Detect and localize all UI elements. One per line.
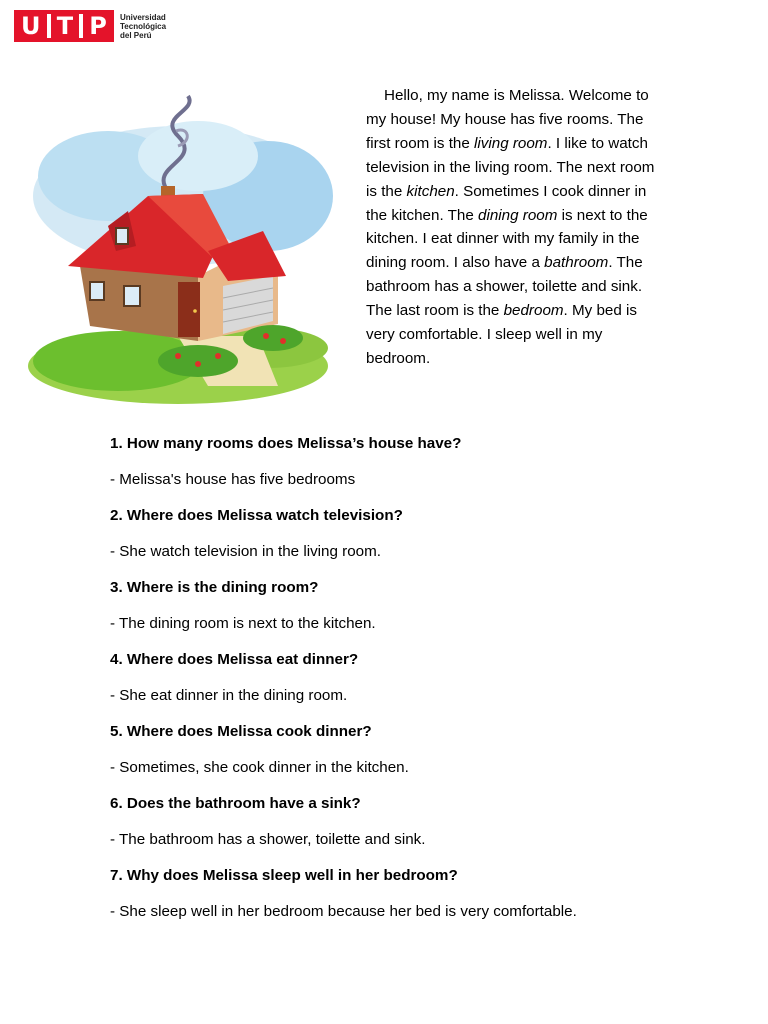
room-name: living room	[474, 134, 548, 152]
answer: - Sometimes, she cook dinner in the kitchen.	[110, 759, 409, 776]
logo-separator	[47, 14, 51, 38]
logo-line: Universidad	[120, 12, 166, 22]
answer: - She sleep well in her bedroom because her bed is very comfortable.	[110, 903, 577, 920]
question: 6. Does the bathroom have a sink?	[110, 795, 361, 812]
room-name: bathroom	[544, 254, 609, 272]
room-name: dining room	[478, 206, 558, 224]
logo-letter: T	[56, 12, 74, 40]
logo-wordmark	[120, 13, 166, 40]
answer: - Melissa's house has five bedrooms	[110, 471, 356, 488]
logo-letter: P	[89, 12, 107, 40]
question: 5. Where does Melissa cook dinner?	[110, 723, 372, 740]
answer: - The bathroom has a shower, toilette and sink.	[110, 831, 426, 848]
question: 1. How many rooms does Melissa’s house have?	[110, 435, 462, 452]
story-segment: . My bed is very comfortable. I sleep well in my bedroom.	[366, 302, 637, 367]
question: 2. Where does Melissa watch television?	[110, 507, 403, 524]
answer: - She eat dinner in the dining room.	[110, 687, 348, 704]
story-paragraph	[366, 84, 666, 371]
house-illustration	[28, 86, 340, 412]
story-segment: . The bathroom has a shower, toilette and sink. The last room is the	[366, 254, 643, 320]
question: 3. Where is the dining room?	[110, 579, 319, 596]
logo-letter: U	[21, 12, 41, 40]
story-segment: . Sometimes I cook dinner in the kitchen. The	[366, 182, 647, 224]
question: 7. Why does Melissa sleep well in her bedroom?	[110, 867, 458, 884]
answer: - The dining room is next to the kitchen.	[110, 615, 376, 632]
logo-mark	[14, 10, 114, 42]
story-segment: . I like to watch television in the living room. The next room is the	[366, 134, 655, 200]
room-name: bedroom	[503, 302, 564, 320]
logo-line: Tecnológica	[120, 21, 167, 31]
answer: - She watch television in the living room.	[110, 543, 381, 560]
logo-separator	[79, 14, 83, 38]
story-segment: is next to the kitchen. I eat dinner with my family in the dining room. I also have a	[366, 206, 648, 272]
room-name: kitchen	[406, 182, 455, 200]
question: 4. Where does Melissa eat dinner?	[110, 651, 359, 668]
utp-logo	[14, 10, 166, 42]
story-text	[366, 84, 666, 371]
logo-line: del Perú	[120, 30, 152, 40]
story-segment: Hello, my name is Melissa. Welcome to my house! My house has five rooms. The first room is the	[366, 87, 649, 152]
questions-list	[110, 434, 710, 938]
